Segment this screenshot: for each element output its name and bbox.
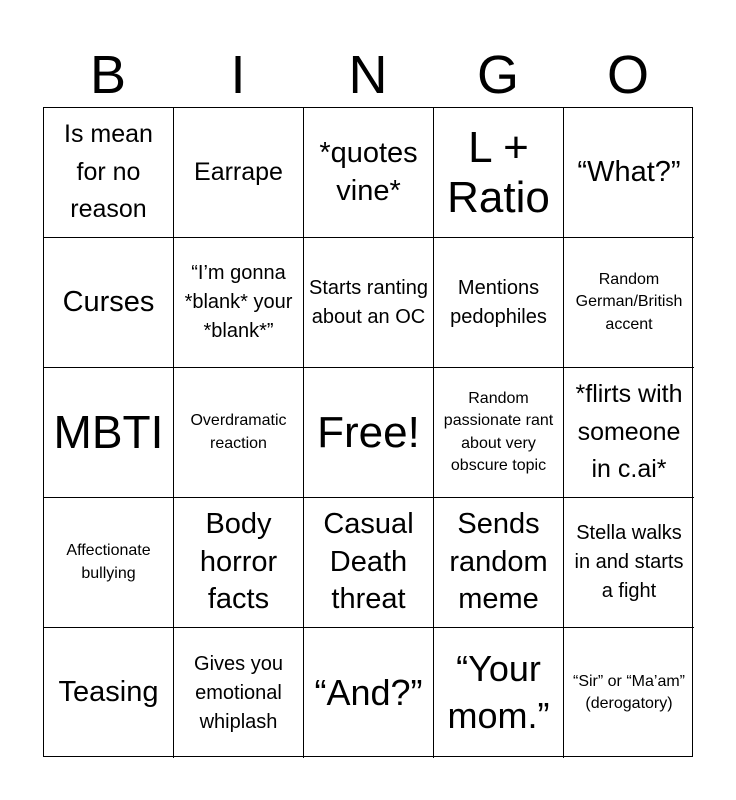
cell-text: Random passionate rant about very obscure topic: [443, 389, 554, 474]
header-letter-b: B: [89, 45, 127, 105]
header-letter-n: N: [348, 45, 388, 105]
cell-text: Mentions pedophiles: [450, 276, 547, 328]
bingo-cell-r4c2[interactable]: [174, 498, 304, 628]
cell-text: Curses: [62, 285, 155, 318]
bingo-cell-r1c1[interactable]: [44, 108, 174, 238]
bingo-cell-r5c4[interactable]: [434, 628, 564, 758]
bingo-cell-r5c2[interactable]: [174, 628, 304, 758]
cell-text: *flirts with someone in c.ai*: [575, 380, 683, 484]
cell-text: Casual Death threat: [323, 507, 414, 616]
bingo-cell-r1c3[interactable]: [304, 108, 434, 238]
bingo-cell-r1c2[interactable]: [174, 108, 304, 238]
bingo-cell-r2c3[interactable]: [304, 238, 434, 368]
cell-text: Is mean for no reason: [64, 120, 153, 224]
bingo-cell-r4c1[interactable]: [44, 498, 174, 628]
bingo-cell-r2c1[interactable]: [44, 238, 174, 368]
cell-text: Earrape: [194, 157, 283, 186]
cell-text: Stella walks in and starts a fight: [574, 522, 684, 602]
header-letter-g: G: [476, 45, 519, 105]
cell-text: Teasing: [58, 676, 159, 709]
free-space-cell[interactable]: [304, 368, 434, 498]
bingo-header: [43, 44, 693, 106]
cell-text: Overdramatic reaction: [190, 412, 287, 452]
bingo-cell-r3c4[interactable]: [434, 368, 564, 498]
bingo-cell-r5c5[interactable]: [564, 628, 694, 758]
bingo-cell-r1c5[interactable]: [564, 108, 694, 238]
cell-text: Affectionate bullying: [66, 542, 151, 582]
cell-text: “And?”: [314, 671, 423, 713]
bingo-cell-r2c4[interactable]: [434, 238, 564, 368]
bingo-cell-r4c4[interactable]: [434, 498, 564, 628]
cell-text: MBTI: [53, 406, 164, 459]
cell-text: Starts ranting about an OC: [309, 276, 428, 328]
bingo-board: [43, 107, 693, 757]
bingo-cell-r1c4[interactable]: [434, 108, 564, 238]
cell-text: “I’m gonna *blank* your *blank*”: [184, 262, 293, 342]
cell-text: “What?”: [577, 155, 681, 188]
free-space-label: Free!: [317, 407, 420, 457]
bingo-cell-r3c1[interactable]: [44, 368, 174, 498]
header-letter-o: O: [606, 45, 649, 105]
bingo-cell-r2c2[interactable]: [174, 238, 304, 368]
cell-text: *quotes vine*: [319, 136, 418, 207]
cell-text: “Your mom.”: [447, 648, 550, 736]
cell-text: L + Ratio: [447, 123, 550, 222]
bingo-cell-r5c1[interactable]: [44, 628, 174, 758]
cell-text: Gives you emotional whiplash: [194, 652, 283, 733]
cell-text: Random German/British accent: [575, 270, 683, 333]
bingo-cell-r4c3[interactable]: [304, 498, 434, 628]
cell-text: “Sir” or “Ma’am” (derogatory): [573, 672, 685, 712]
bingo-cell-r3c2[interactable]: [174, 368, 304, 498]
bingo-cell-r5c3[interactable]: [304, 628, 434, 758]
cell-text: Body horror facts: [199, 507, 278, 616]
bingo-cell-r4c5[interactable]: [564, 498, 694, 628]
bingo-cell-r2c5[interactable]: [564, 238, 694, 368]
header-letter-i: I: [230, 45, 246, 105]
bingo-cell-r3c5[interactable]: [564, 368, 694, 498]
cell-text: Sends random meme: [449, 507, 548, 616]
